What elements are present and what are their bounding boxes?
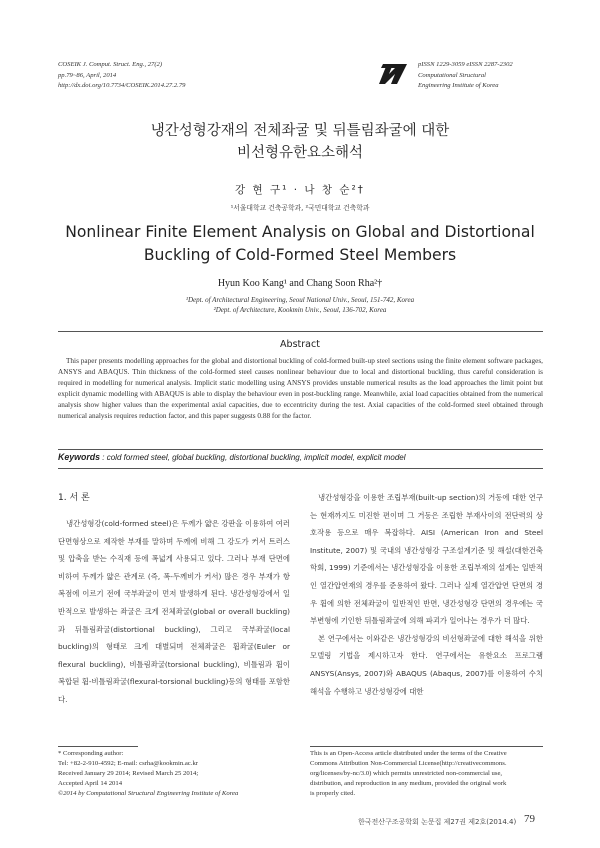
footnote-line: is properly cited. (310, 790, 356, 797)
paragraph: 본 연구에서는 이와같은 냉간성형강의 비선형좌굴에 대한 해석을 위한 모델링 기법을 제시하고자 한다. 연구에서는 유한요소 프로그램 ANSYS(Ansys, 2007)와 ABAQUS (Abaqus, 2007)를 이용하여 수치해석을 수행하고 냉간성형강에 대한 (310, 633, 543, 696)
publisher-line: Computational Structural (418, 71, 486, 79)
korean-title-line: 비선형유한요소해석 (236, 145, 364, 161)
abstract-heading: Abstract (280, 339, 320, 350)
kscee-logo-icon (377, 60, 409, 86)
korean-authors: 강 현 구¹ · 나 창 순²† (235, 184, 365, 196)
footnote-line: Accepted April 14 2014 (58, 780, 123, 787)
citation-line: pp.79~86, April, 2014 (58, 71, 117, 79)
keywords (58, 452, 543, 462)
korean-affiliations: ¹서울대학교 건축공학과, ²국민대학교 건축학과 (230, 204, 370, 212)
issn-info (418, 60, 513, 92)
abstract-body: This paper presents modelling approaches for the global and distortional buckling of cold-formed built-up steel sections using the finite element software packages, ANSYS and ABAQUS. Thin thickness of the cold-formed steel causes nonlinear behaviour due to local and distortional buckling, thus careful consideration is required in modelling for numerical analysis. Implicit static modelling using ANSYS provides unstable numerical results as the load approaches the limit point but explicit dynamic modelling with ABAQUS is able to display the behaviour even in post-buckling range. Meanwhile, axial load capacities obtained from the numerical analysis show higher values than the experimental axial capacities, due to eccentricity during the test. Axial capacities of the cold-formed steel obtained through numerical analysis requires reduction factor, and this paper suggests 0.88 for the factor. (58, 357, 543, 420)
english-title-line: Buckling of Cold-Formed Steel Members (143, 246, 457, 264)
footnote-rule (310, 746, 543, 747)
english-title-line: Nonlinear Finite Element Analysis on Global and Distortional (65, 223, 535, 241)
footnote-line: Commons Attribution Non-Commercial License(http://creativecommons. (310, 760, 507, 767)
section-heading: 1. 서 론 (58, 493, 90, 503)
abstract-bottom-rule (58, 449, 543, 450)
english-title (0, 221, 600, 267)
affiliation-line: ¹Dept. of Architectural Engineering, Seoul National Univ., Seoul, 151-742, Korea (185, 296, 415, 304)
english-affiliations (0, 295, 600, 315)
keywords-label: Keywords (58, 452, 101, 462)
journal-citation (58, 60, 185, 92)
paragraph: 냉간성형강을 이용한 조립부재(built-up section)의 거동에 대한 연구는 현재까지도 미진한 편이며 그 거동은 조립한 부재사이의 전단력의 상호작용 등으로 매우 복잡하다. AISI (American Iron and Steel Institute, 2007) 및 국내의 냉간성형강 구조설계기준 및 해설(대한건축학회, 1999) 기준에서는 냉간성형강을 이용한 조립부재의 설계는 일반적인 열간압연재의 경우를 준용하여 왔다. 그러나 실제 열간압연 단면의 경우 휨에 의한 전체좌굴이 일반적인 반면, 냉간성형강 단면의 경우에는 국부변형에 기인한 뒤틀림좌굴에 의해 파괴가 일어나는 경우가 더 많다. (310, 493, 543, 626)
publisher-line: Engineering Institute of Korea (418, 82, 499, 89)
license-footnote (310, 746, 543, 799)
korean-title (0, 120, 600, 164)
journal-footer: 한국전산구조공학회 논문집 제27권 제2호(2014.4) (358, 818, 517, 826)
korean-title-line: 냉간성형강재의 전체좌굴 및 뒤틀림좌굴에 대한 (150, 123, 450, 139)
corresponding-footnote (58, 746, 290, 799)
footnote-line: Tel: +82-2-910-4592; E-mail: csrha@kookmin.ac.kr (58, 760, 199, 767)
citation-line: COSEIK J. Comput. Struct. Eng., 27(2) (58, 61, 163, 68)
footnote-rule (58, 746, 138, 747)
footnote-line: ©2014 by Computational Structural Engineering Institute of Korea (58, 790, 239, 797)
affiliation-line: ²Dept. of Architecture, Kookmin Univ., Seoul, 136-702, Korea (213, 306, 387, 314)
footnote-line: org/licenses/by-nc/3.0) which permits unrestricted non-commercial use, (310, 770, 503, 777)
left-column (58, 515, 290, 709)
paragraph: 냉간성형강(cold-formed steel)은 두께가 얇은 강판을 이용하여 여러 단면형상으로 제작한 부재를 말하며 두께에 비해 그 강도가 커서 트러스 및 압축을 받는 수직재 등에 폭넓게 사용되고 있다. 그러나 부재 단면에 비하여 두께가 얇은 관계로 (즉, 폭-두께비가 커서) 많은 경우 부재가 항복점에 이르기 전에 국부좌굴이 먼저 발생하게 된다. 냉간성형강에서 일반적으로 발생하는 좌굴은 크게 전체좌굴(global or overall buckling)과 뒤틀림좌굴(distortional buckling), 그리고 국부좌굴(local buckling)의 형태로 크게 대별되며 전체좌굴은 휨좌굴(Euler or flexural buckling), 비틀림좌굴(torsional buckling), 비틀림과 휨이 복합된 휨-비틀림좌굴(flexural-torsional buckling)등의 형태를 포함한다. (58, 519, 290, 704)
footnote-line: Received January 29 2014; Revised March 25 2014; (58, 770, 199, 777)
english-authors: Hyun Koo Kang¹ and Chang Soon Rha²† (217, 278, 383, 289)
right-column (310, 489, 543, 700)
footnote-line: * Corresponding author: (58, 750, 124, 757)
keywords-list: : cold formed steel, global buckling, distortional buckling, implicit model, explicit model (100, 453, 406, 462)
abstract-top-rule (58, 331, 543, 332)
footnote-line: This is an Open-Access article distributed under the terms of the Creative (310, 750, 507, 757)
issn-line: pISSN 1229-3059 eISSN 2287-2302 (418, 61, 513, 68)
page-number: 79 (524, 813, 535, 825)
footnote-line: distribution, and reproduction in any medium, provided the original work (310, 780, 507, 787)
keywords-rule (58, 468, 543, 469)
doi-link[interactable]: http://dx.doi.org/10.7734/COSEIK.2014.27.2.79 (58, 82, 186, 89)
